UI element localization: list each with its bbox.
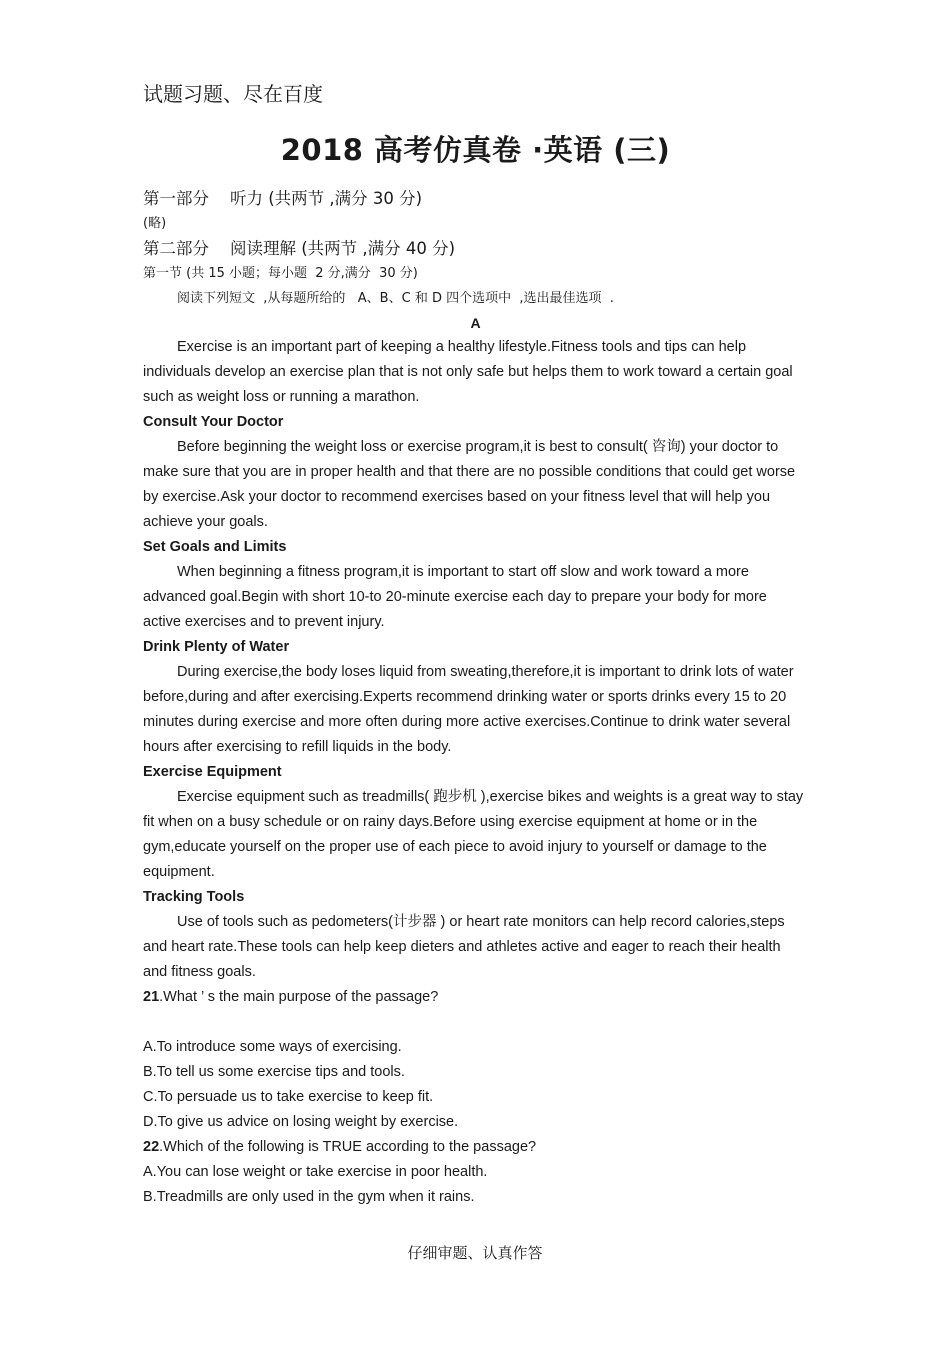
option-21-b: B.To tell us some exercise tips and tools. bbox=[143, 1064, 405, 1080]
option-21-d: D.To give us advice on losing weight by exercise. bbox=[143, 1114, 459, 1130]
option-22-a: A.You can lose weight or take exercise in poor health. bbox=[143, 1164, 488, 1180]
section-body-goals: When beginning a fitness program,it is important to start off slow and work toward a more advanced goal.Begin with short 10-to 20-minute exercise each day to prepare your body for more active exercises and to prevent injury. bbox=[143, 564, 767, 630]
section-heading-water: Drink Plenty of Water bbox=[143, 639, 290, 655]
passage-letter: A bbox=[470, 315, 481, 331]
section-body-water: During exercise,the body loses liquid from sweating,therefore,it is important to drink lots of water before,during and after exercising.Experts recommend drinking water or sports drinks every 15 to 20 minutes during exercise and more often during more active exercises.Continue to drink water several hours after exercising to refill liquids in the body. bbox=[143, 664, 794, 755]
page-title: 2018 高考仿真卷 ·英语 (三) bbox=[280, 133, 671, 167]
option-22-b: B.Treadmills are only used in the gym when it rains. bbox=[143, 1189, 475, 1205]
section-body-doctor: Before beginning the weight loss or exercise program,it is best to consult( 咨询) your doctor to make sure that you are in proper health and that there are no possible conditions that could get worse by exercise.Ask your doctor to recommend exercises based on your fitness level that will help you achieve your goals. bbox=[143, 439, 796, 530]
header-note: 试题习题、尽在百度 bbox=[143, 82, 323, 106]
section-heading-goals: Set Goals and Limits bbox=[143, 539, 287, 555]
section1-heading: 第一节 (共 15 小题；每小题 2 分,满分 30 分) bbox=[143, 266, 418, 281]
question-22 bbox=[143, 1135, 808, 1160]
option-21-a: A.To introduce some ways of exercising. bbox=[143, 1039, 402, 1055]
part1-heading: 第一部分 听力 (共两节 ,满分 30 分) bbox=[143, 189, 423, 208]
exam-page bbox=[143, 80, 808, 1210]
option-21-c: C.To persuade us to take exercise to keep fit. bbox=[143, 1089, 434, 1105]
section-heading-tracking: Tracking Tools bbox=[143, 889, 245, 905]
section-body-tracking: Use of tools such as pedometers(计步器 ) or heart rate monitors can help record calories,steps and heart rate.These tools can help keep dieters and athletes active and eager to reach their health and fitness goals. bbox=[143, 914, 785, 980]
question-21 bbox=[143, 985, 808, 1010]
section-heading-doctor: Consult Your Doctor bbox=[143, 414, 284, 430]
section-body-equipment: Exercise equipment such as treadmills( 跑步机 ),exercise bikes and weights is a great way to stay fit when on a busy schedule or on rainy days.Before using exercise equipment at home or in the gym,educate yourself on the proper use of each piece to avoid injury to yourself or damage to the equipment. bbox=[143, 789, 804, 880]
instruction: 阅读下列短文 ,从每题所给的 A、B、C 和 D 四个选项中 ,选出最佳选项 . bbox=[177, 291, 614, 306]
question-text: .What ’ s the main purpose of the passage? bbox=[159, 989, 439, 1005]
question-text: .Which of the following is TRUE according to the passage? bbox=[159, 1139, 537, 1155]
part1-note: (略) bbox=[143, 216, 167, 231]
part2-heading: 第二部分 阅读理解 (共两节 ,满分 40 分) bbox=[143, 239, 456, 258]
question-number: 21 bbox=[143, 989, 160, 1005]
page-footer: 仔细审题、认真作答 bbox=[407, 1244, 543, 1262]
question-number: 22 bbox=[143, 1139, 160, 1155]
answer-gap bbox=[143, 1010, 808, 1035]
passage-intro: Exercise is an important part of keeping a healthy lifestyle.Fitness tools and tips can help individuals develop an exercise plan that is not only safe but helps them to work toward a certain goal such as weight loss or running a marathon. bbox=[143, 339, 793, 405]
section-heading-equipment: Exercise Equipment bbox=[143, 764, 282, 780]
